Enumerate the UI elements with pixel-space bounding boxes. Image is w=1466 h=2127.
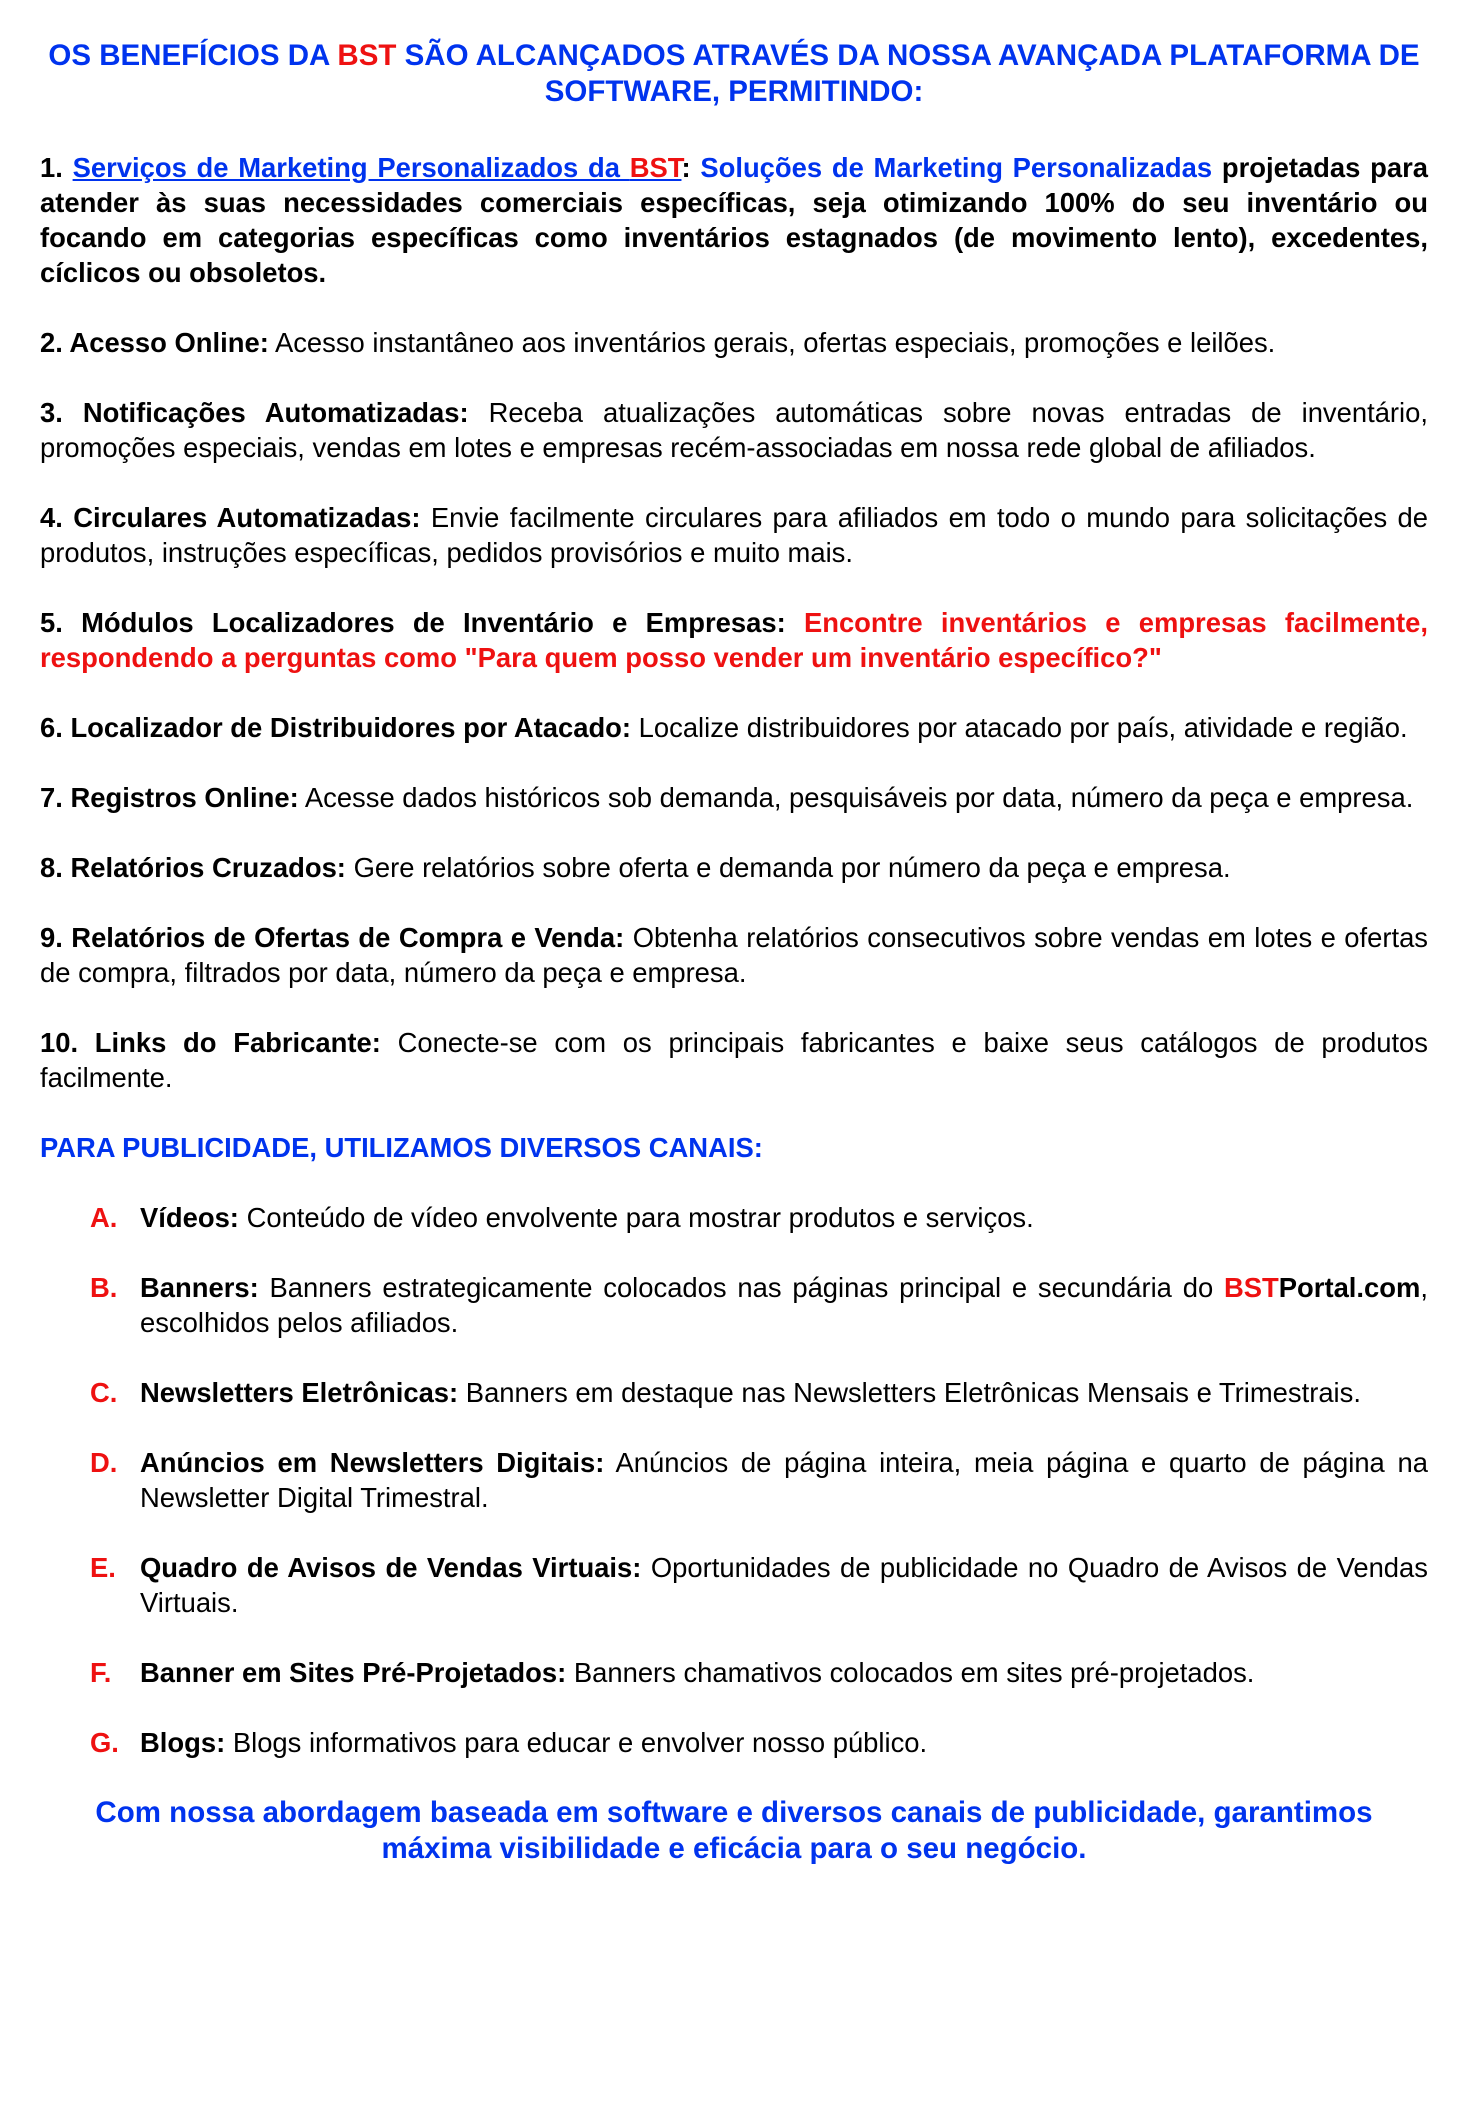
bstportal-domain: Portal.com <box>1278 1272 1421 1303</box>
benefit-1-link-brand: BST <box>629 152 682 183</box>
benefit-8-text: Gere relatórios sobre oferta e demanda por número da peça e empresa. <box>353 852 1231 883</box>
title-brand: BST <box>337 39 397 72</box>
channel-item-videos <box>40 1200 1428 1235</box>
benefit-2-text: Acesso instantâneo aos inventários gerais, ofertas especiais, promoções e leilões. <box>274 327 1276 358</box>
benefit-5-title: 5. Módulos Localizadores de Inventário e Empresas: <box>40 607 786 638</box>
benefit-1-number: 1. <box>40 152 63 183</box>
benefit-10 <box>40 1025 1428 1095</box>
benefit-9-title: 9. Relatórios de Ofertas de Compra e Venda: <box>40 922 625 953</box>
benefit-7-title: 7. Registros Online: <box>40 782 299 813</box>
channel-text: Blogs informativos para educar e envolver nosso público. <box>232 1727 928 1758</box>
benefit-2-title: 2. Acesso Online: <box>40 327 269 358</box>
benefit-2 <box>40 325 1428 360</box>
benefit-9-text: Obtenha relatórios consecutivos sobre vendas em lotes e ofertas de compra, filtrados por data, número da peça e empresa. <box>40 922 1428 988</box>
benefit-1-blue-text: Soluções de Marketing Personalizadas <box>700 152 1213 183</box>
channel-text: Banners estrategicamente colocados nas páginas principal e secundária do <box>269 1272 1214 1303</box>
channel-title: Newsletters Eletrônicas: <box>140 1377 459 1408</box>
benefit-8 <box>40 850 1428 885</box>
bstportal-brand: BST <box>1223 1272 1279 1303</box>
advertising-heading: PARA PUBLICIDADE, UTILIZAMOS DIVERSOS CANAIS: <box>40 1132 763 1163</box>
benefit-7-text: Acesse dados históricos sob demanda, pesquisáveis por data, número da peça e empresa. <box>304 782 1414 813</box>
channel-title: Blogs: <box>140 1727 226 1758</box>
closing-statement: Com nossa abordagem baseada em software e diversos canais de publicidade, garantimos máxima visibilidade e eficácia para o seu negócio. <box>95 1796 1373 1865</box>
benefit-6-title: 6. Localizador de Distribuidores por Atacado: <box>40 712 632 743</box>
channel-letter: E. <box>90 1552 116 1583</box>
title-rest: SÃO ALCANÇADOS ATRAVÉS DA NOSSA AVANÇADA PLATAFORMA DE SOFTWARE, PERMITINDO: <box>396 39 1420 108</box>
benefit-1-colon: : <box>681 152 691 183</box>
channel-title: Banners: <box>140 1272 259 1303</box>
benefit-4-text: Envie facilmente circulares para afiliados em todo o mundo para solicitações de produtos, instruções específicas, pedidos provisórios e muito mais. <box>40 502 1428 568</box>
channel-text: Oportunidades de publicidade no Quadro de Avisos de Vendas Virtuais. <box>140 1552 1428 1618</box>
benefit-1 <box>40 150 1428 290</box>
benefit-8-title: 8. Relatórios Cruzados: <box>40 852 346 883</box>
benefit-10-title: 10. Links do Fabricante: <box>40 1027 381 1058</box>
channel-letter: B. <box>90 1272 118 1303</box>
channel-title: Banner em Sites Pré-Projetados: <box>140 1657 567 1688</box>
title-prefix: OS BENEFÍCIOS DA <box>48 39 338 72</box>
channel-text: Anúncios de página inteira, meia página e quarto de página na Newsletter Digital Trimestral. <box>140 1447 1428 1513</box>
channel-letter: D. <box>90 1447 118 1478</box>
benefit-3 <box>40 395 1428 465</box>
page-title <box>40 38 1428 110</box>
channel-text-end: , escolhidos pelos afiliados. <box>140 1272 1428 1338</box>
benefit-6-text: Localize distribuidores por atacado por país, atividade e região. <box>638 712 1408 743</box>
benefit-1-bold-text: projetadas para atender às suas necessidades comerciais específicas, seja otimizando 100% do seu inventário ou focando em categorias específicas como inventários estagnados (de movimento lento), excedentes, cíclicos ou obsoletos. <box>40 152 1428 288</box>
bstportal-link[interactable] <box>1224 1272 1420 1303</box>
channel-item-blogs <box>40 1725 1428 1760</box>
benefit-3-text: Receba atualizações automáticas sobre novas entradas de inventário, promoções especiais, vendas em lotes e empresas recém-associadas em nossa rede global de afiliados. <box>40 397 1428 463</box>
channel-letter: C. <box>90 1377 118 1408</box>
channel-text: Banners em destaque nas Newsletters Eletrônicas Mensais e Trimestrais. <box>465 1377 1361 1408</box>
channel-item-bulletin-board <box>40 1550 1428 1620</box>
benefit-1-link[interactable] <box>73 152 682 183</box>
channel-title: Quadro de Avisos de Vendas Virtuais: <box>140 1552 642 1583</box>
channel-item-preprojected-sites <box>40 1655 1428 1690</box>
channel-title: Vídeos: <box>140 1202 239 1233</box>
benefit-4-title: 4. Circulares Automatizadas: <box>40 502 421 533</box>
channel-letter: G. <box>90 1727 119 1758</box>
benefit-9 <box>40 920 1428 990</box>
channel-item-digital-ads <box>40 1445 1428 1515</box>
advertising-channel-list <box>40 1200 1428 1760</box>
channel-letter: F. <box>90 1657 112 1688</box>
benefit-6 <box>40 710 1428 745</box>
channel-title: Anúncios em Newsletters Digitais: <box>140 1447 605 1478</box>
channel-text: Banners chamativos colocados em sites pré-projetados. <box>573 1657 1255 1688</box>
benefit-10-text: Conecte-se com os principais fabricantes e baixe seus catálogos de produtos facilmente. <box>40 1027 1428 1093</box>
benefit-5 <box>40 605 1428 675</box>
benefit-7 <box>40 780 1428 815</box>
benefit-5-text: Encontre inventários e empresas facilmente, respondendo a perguntas como "Para quem posso vender um inventário específico?" <box>40 607 1428 673</box>
benefit-1-link-text: Serviços de Marketing Personalizados da <box>72 152 630 183</box>
channel-item-banners <box>40 1270 1428 1340</box>
channel-letter: A. <box>90 1202 118 1233</box>
channel-text: Conteúdo de vídeo envolvente para mostrar produtos e serviços. <box>246 1202 1034 1233</box>
benefit-4 <box>40 500 1428 570</box>
channel-item-newsletters <box>40 1375 1428 1410</box>
benefit-3-title: 3. Notificações Automatizadas: <box>40 397 469 428</box>
